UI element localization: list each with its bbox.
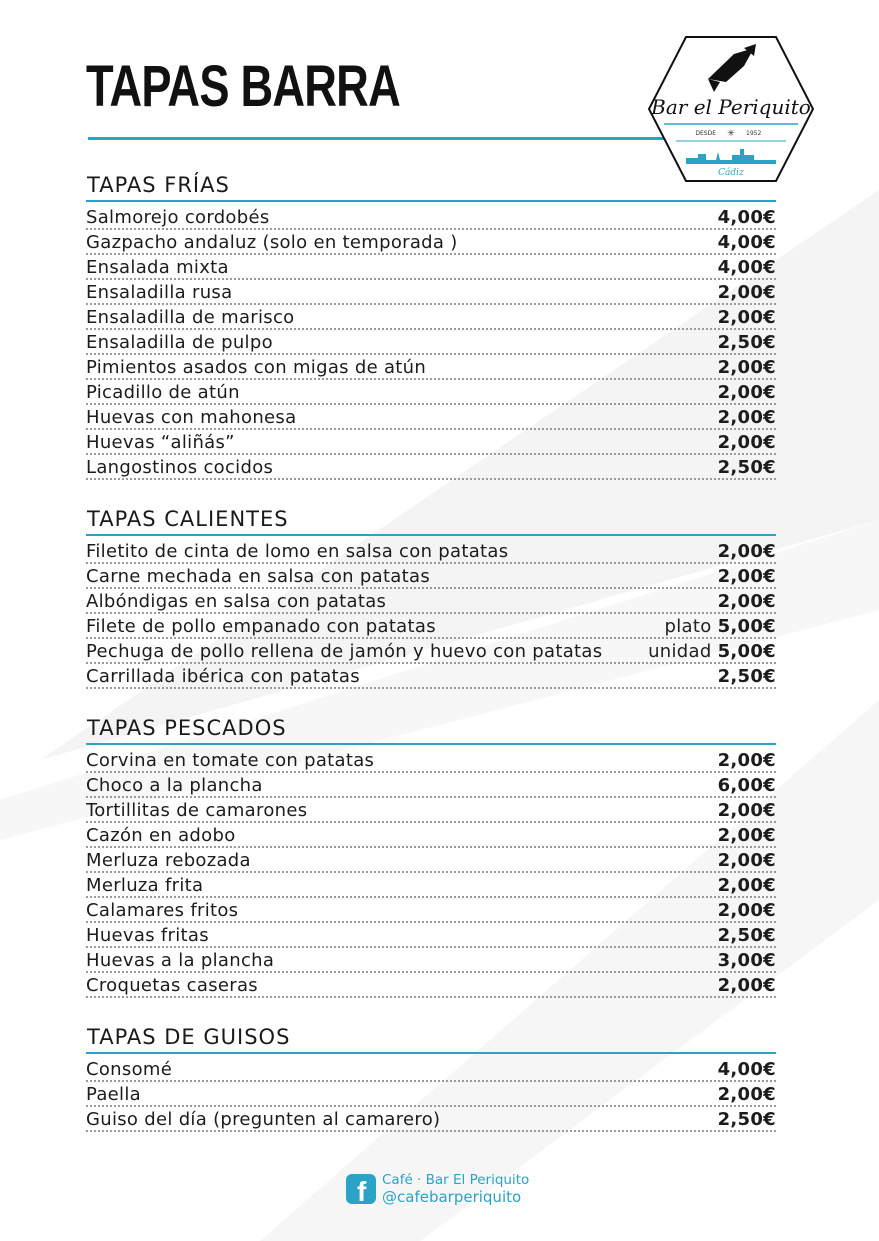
- menu-item: [86, 639, 776, 664]
- menu-item: [86, 455, 776, 480]
- item-note: unidad: [648, 641, 712, 662]
- item-name: Guiso del día (pregunten al camarero): [86, 1109, 441, 1130]
- item-price: 6,00€: [717, 775, 776, 796]
- menu-section: [86, 170, 776, 480]
- item-price: 2,00€: [717, 407, 776, 428]
- item-name: Merluza rebozada: [86, 850, 251, 871]
- item-price: 2,50€: [717, 457, 776, 478]
- item-price: 2,00€: [717, 432, 776, 453]
- facebook-icon[interactable]: f: [346, 1174, 376, 1204]
- item-name: Cazón en adobo: [86, 825, 236, 846]
- item-price: 2,00€: [717, 975, 776, 996]
- section-title: TAPAS DE GUISOS: [87, 1025, 291, 1049]
- logo-year: 1952: [746, 130, 762, 137]
- svg-text:✳: ✳: [727, 129, 735, 139]
- item-price: 2,00€: [717, 750, 776, 771]
- menu: [86, 170, 776, 1156]
- item-price: 2,50€: [717, 1109, 776, 1130]
- item-name: Picadillo de atún: [86, 382, 240, 403]
- menu-item: [86, 823, 776, 848]
- item-price: 2,00€: [717, 875, 776, 896]
- item-price: 2,00€: [717, 566, 776, 587]
- menu-item: [86, 230, 776, 255]
- item-name: Paella: [86, 1084, 141, 1105]
- menu-section: [86, 713, 776, 998]
- item-price: 2,50€: [717, 925, 776, 946]
- section-title: TAPAS FRÍAS: [87, 173, 230, 197]
- item-price: 4,00€: [717, 207, 776, 228]
- menu-item: [86, 798, 776, 823]
- menu-item: [86, 923, 776, 948]
- logo-since: DESDE: [695, 130, 716, 137]
- menu-item: [86, 898, 776, 923]
- item-price: 5,00€: [717, 641, 776, 662]
- item-name: Carne mechada en salsa con patatas: [86, 566, 430, 587]
- item-name: Gazpacho andaluz (solo en temporada ): [86, 232, 458, 253]
- menu-item: [86, 664, 776, 689]
- section-rule: [86, 1052, 776, 1054]
- item-price: 2,00€: [717, 591, 776, 612]
- menu-item: [86, 205, 776, 230]
- footer-handle[interactable]: @cafebarperiquito: [382, 1188, 522, 1206]
- item-price: 2,00€: [717, 541, 776, 562]
- item-price: 4,00€: [717, 1059, 776, 1080]
- menu-item: [86, 948, 776, 973]
- menu-item: [86, 773, 776, 798]
- footer: [346, 1172, 529, 1206]
- section-rule: [86, 200, 776, 202]
- menu-item: [86, 1057, 776, 1082]
- page-title: TAPAS BARRA: [86, 54, 400, 119]
- item-name: Filete de pollo empanado con patatas: [86, 616, 436, 637]
- footer-name: Café · Bar El Periquito: [382, 1172, 530, 1188]
- item-name: Corvina en tomate con patatas: [86, 750, 375, 771]
- item-price: 5,00€: [717, 616, 776, 637]
- item-note: plato: [664, 616, 712, 637]
- menu-section: [86, 504, 776, 689]
- menu-item: [86, 564, 776, 589]
- item-name: Ensalada mixta: [86, 257, 229, 278]
- item-price: 4,00€: [717, 257, 776, 278]
- item-name: Calamares fritos: [86, 900, 239, 921]
- item-name: Pimientos asados con migas de atún: [86, 357, 427, 378]
- item-name: Croquetas caseras: [86, 975, 258, 996]
- menu-item: [86, 614, 776, 639]
- item-price: 4,00€: [717, 232, 776, 253]
- section-title: TAPAS CALIENTES: [87, 507, 289, 531]
- title-rule: [88, 137, 698, 140]
- item-price: 2,00€: [717, 382, 776, 403]
- item-name: Ensaladilla rusa: [86, 282, 233, 303]
- item-name: Huevas “aliñás”: [86, 432, 235, 453]
- item-price: 3,00€: [717, 950, 776, 971]
- item-name: Salmorejo cordobés: [86, 207, 270, 228]
- item-name: Filetito de cinta de lomo en salsa con patatas: [86, 541, 509, 562]
- item-price: 2,00€: [717, 282, 776, 303]
- item-price: 2,00€: [717, 800, 776, 821]
- menu-item: [86, 355, 776, 380]
- item-price: 2,00€: [717, 307, 776, 328]
- logo-city: Cádiz: [718, 168, 744, 178]
- item-name: Choco a la plancha: [86, 775, 263, 796]
- item-name: Consomé: [86, 1059, 173, 1080]
- menu-item: [86, 1082, 776, 1107]
- menu-item: [86, 255, 776, 280]
- item-name: Merluza frita: [86, 875, 204, 896]
- menu-item: [86, 405, 776, 430]
- item-price: 2,50€: [717, 666, 776, 687]
- menu-item: [86, 589, 776, 614]
- bar-logo: [646, 34, 816, 184]
- item-name: Ensaladilla de pulpo: [86, 332, 273, 353]
- item-price: 2,00€: [717, 850, 776, 871]
- item-name: Tortillitas de camarones: [86, 800, 308, 821]
- menu-item: [86, 305, 776, 330]
- menu-item: [86, 280, 776, 305]
- menu-item: [86, 330, 776, 355]
- item-name: Ensaladilla de marisco: [86, 307, 295, 328]
- item-name: Langostinos cocidos: [86, 457, 274, 478]
- item-name: Pechuga de pollo rellena de jamón y huevo con patatas: [86, 641, 603, 662]
- section-title: TAPAS PESCADOS: [87, 716, 287, 740]
- item-price: 2,00€: [717, 357, 776, 378]
- menu-item: [86, 1107, 776, 1132]
- menu-item: [86, 973, 776, 998]
- item-price: 2,00€: [717, 900, 776, 921]
- item-price: 2,00€: [717, 825, 776, 846]
- menu-item: [86, 848, 776, 873]
- item-name: Carrillada ibérica con patatas: [86, 666, 360, 687]
- section-rule: [86, 743, 776, 745]
- item-name: Huevas a la plancha: [86, 950, 275, 971]
- menu-item: [86, 380, 776, 405]
- logo-name: Bar el Periquito: [651, 95, 811, 119]
- menu-item: [86, 539, 776, 564]
- item-name: Huevas con mahonesa: [86, 407, 297, 428]
- item-name: Huevas fritas: [86, 925, 209, 946]
- menu-item: [86, 873, 776, 898]
- section-rule: [86, 534, 776, 536]
- item-name: Albóndigas en salsa con patatas: [86, 591, 387, 612]
- menu-section: [86, 1022, 776, 1132]
- menu-item: [86, 430, 776, 455]
- menu-item: [86, 748, 776, 773]
- item-price: 2,50€: [717, 332, 776, 353]
- item-price: 2,00€: [717, 1084, 776, 1105]
